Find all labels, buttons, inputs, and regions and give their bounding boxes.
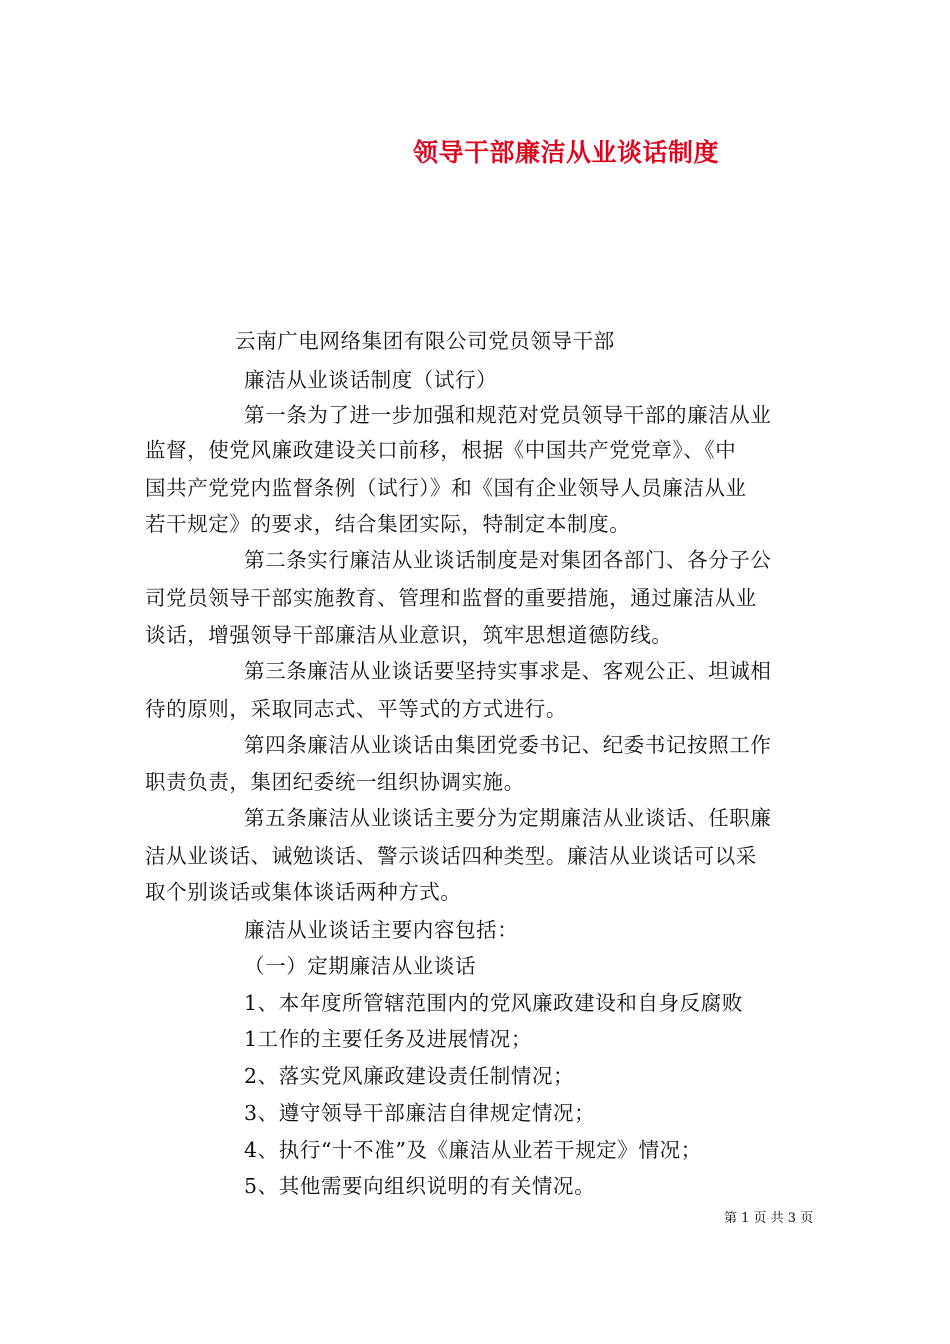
paragraph-line: 廉洁从业谈话主要内容包括： xyxy=(244,918,519,942)
paragraph-line: 司党员领导干部实施教育、管理和监督的重要措施，通过廉洁从业 xyxy=(145,586,757,610)
paragraph-line: 第四条廉洁从业谈话由集团党委书记、纪委书记按照工作 xyxy=(244,733,772,757)
paragraph-line: 第一条为了进一步加强和规范对党员领导干部的廉洁从业 xyxy=(244,403,772,427)
list-item: 4、执行“十不准”及《廉洁从业若干规定》情况； xyxy=(244,1138,702,1162)
list-item: 3、遵守领导干部廉洁自律规定情况； xyxy=(244,1101,596,1125)
paragraph-line: 第二条实行廉洁从业谈话制度是对集团各部门、各分子公 xyxy=(244,548,772,572)
paragraph-line: 职责负责，集团纪委统一组织协调实施。 xyxy=(145,770,525,794)
document-title: 领导干部廉洁从业谈话制度 xyxy=(413,138,720,167)
paragraph-line: 第三条廉洁从业谈话要坚持实事求是、客观公正、坦诚相 xyxy=(244,659,772,683)
document-subtitle-line-1: 云南广电网络集团有限公司党员领导干部 xyxy=(235,329,615,353)
paragraph-line: 取个别谈话或集体谈话两种方式。 xyxy=(145,880,462,904)
paragraph-line: 谈话，增强领导干部廉洁从业意识，筑牢思想道德防线。 xyxy=(145,623,673,647)
list-item: 5、其他需要向组织说明的有关情况。 xyxy=(244,1174,596,1198)
paragraph-line: 待的原则，采取同志式、平等式的方式进行。 xyxy=(145,697,567,721)
list-item: 1、本年度所管辖范围内的党风廉政建设和自身反腐败 xyxy=(244,991,743,1015)
paragraph-line: 监督，使党风廉政建设关口前移，根据《中国共产党党章》、《中 xyxy=(145,438,737,462)
list-heading: （一）定期廉洁从业谈话 xyxy=(244,954,477,978)
paragraph-line: 国共产党党内监督条例（试行）》和《国有企业领导人员廉洁从业 xyxy=(145,476,747,500)
page-indicator: 第 1 页 共 3 页 xyxy=(724,1211,814,1226)
list-item: 1工作的主要任务及进展情况； xyxy=(244,1027,532,1051)
paragraph-line: 若干规定》的要求，结合集团实际，特制定本制度。 xyxy=(145,512,631,536)
paragraph-line: 第五条廉洁从业谈话主要分为定期廉洁从业谈话、任职廉 xyxy=(244,806,772,830)
list-item: 2、落实党风廉政建设责任制情况； xyxy=(244,1064,575,1088)
paragraph-line: 洁从业谈话、诫勉谈话、警示谈话四种类型。廉洁从业谈话可以采 xyxy=(145,844,757,868)
document-subtitle-line-2: 廉洁从业谈话制度（试行） xyxy=(244,368,498,392)
